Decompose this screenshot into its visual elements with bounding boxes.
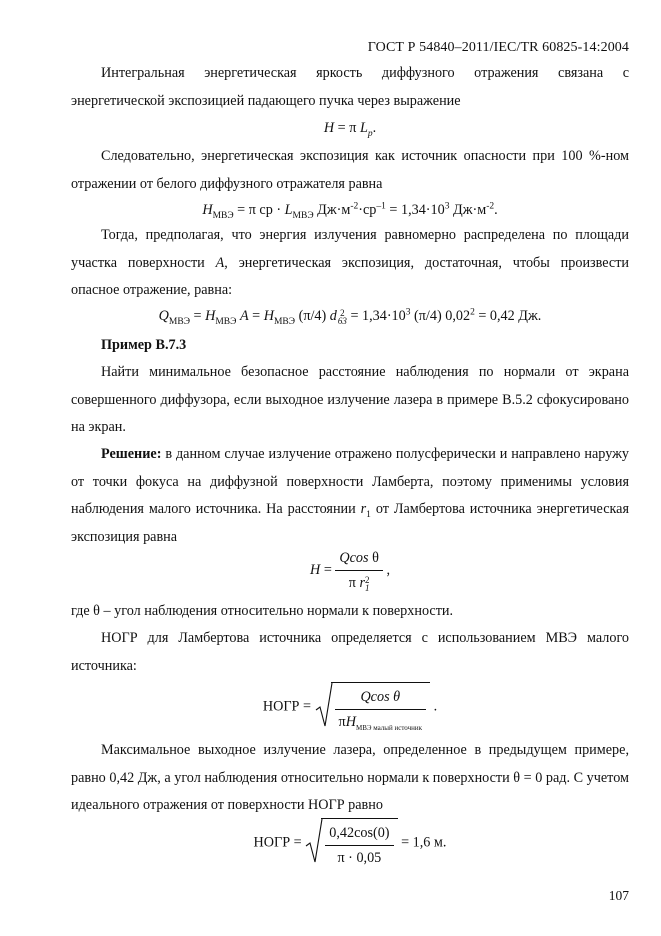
eq4-num-Q: Q — [339, 550, 350, 566]
eq6-den: π · 0,05 — [337, 850, 382, 866]
eq3-Q: Q — [158, 308, 169, 324]
eq3-b: = — [248, 308, 264, 324]
paragraph-3 — [71, 222, 629, 305]
equation-4 — [71, 548, 629, 593]
sqrt-sign-icon — [305, 818, 323, 864]
equation-5 — [71, 682, 629, 732]
eq3-a: = — [189, 308, 206, 324]
p5-post: от Ламбертова источника энергетическая экспозиция равна — [71, 501, 629, 545]
p5-bold: Решение: — [101, 446, 162, 462]
paragraph-1: Интегральная энергетическая яркость диффузного отражения связана с энергетической экспозицией падающего пучка через выражение — [71, 65, 629, 109]
eq3-d: d — [329, 308, 337, 324]
p3-post: , энергетическая экспозиция, достаточная, чтобы произвести опасное отражение, равна: — [71, 254, 629, 298]
eq4-end: , — [382, 561, 390, 578]
eq2-unit1b: ·ср — [358, 202, 377, 218]
paragraph-7: НОГР для Ламбертова источника определяется с использованием МВЭ малого источника: — [71, 630, 629, 674]
eq4-fraction — [335, 548, 383, 593]
equation-3 — [71, 304, 629, 328]
paragraph-8: Максимальное выходное излучение лазера, определенное в предыдущем примере, равно 0,42 Дж, а угол наблюдения относительно нормали к поверхности θ = 0 рад. С учетом идеального отражения от поверхности НОГР равно — [71, 742, 629, 813]
paragraph-6: где θ – угол наблюдения относительно нормали к поверхности. — [71, 603, 454, 619]
eq3-d-sub: 63 — [337, 315, 347, 326]
paragraph-5 — [71, 441, 629, 551]
eq3-e-sup: 3 — [405, 307, 411, 318]
eq3-d-sup: 2 — [340, 307, 345, 318]
equation-2 — [71, 198, 629, 222]
eq5-den-pi: π — [338, 714, 346, 730]
eq6-num: 0,42cos(0) — [325, 823, 393, 846]
eq2-unit2: Дж·м — [449, 202, 487, 218]
eq4-lhs: H — [310, 561, 321, 578]
eq4-num-theta: θ — [368, 550, 379, 566]
eq3-H1: H — [205, 308, 216, 324]
standard-header: ГОСТ Р 54840–2011/IEC/TR 60825-14:2004 — [367, 40, 629, 55]
eq3-c: (π/4) — [295, 308, 330, 324]
eq6-result: = 1,6 м. — [397, 834, 447, 851]
sqrt-sign-icon — [315, 682, 333, 728]
eq3-H1-sub: МВЭ — [215, 316, 237, 327]
paragraph-4: Найти минимальное безопасное расстояние наблюдения по нормали от экрана совершенного диффузора, если выходное излучение лазера в примере В.5.2 сфокусировано на экран. — [71, 364, 629, 435]
eq5-den-H: H — [345, 714, 356, 730]
eq2-end: . — [494, 202, 498, 218]
eq5-end: . — [430, 698, 438, 715]
eq2-L-sub: МВЭ — [292, 210, 314, 221]
eq2-unit1b-sup: –1 — [376, 201, 386, 212]
equation-1 — [71, 116, 629, 140]
eq1-L: L — [359, 120, 368, 136]
eq3-A: A — [236, 308, 249, 324]
example-title: Пример В.7.3 — [101, 337, 187, 353]
eq2-unit1: Дж·м — [313, 202, 351, 218]
eq4-den-pi: π — [348, 575, 360, 591]
eq2-mid: = π ср · — [233, 202, 285, 218]
page-number: 107 — [608, 888, 629, 903]
eq3-g: = 0,42 Дж. — [474, 308, 542, 324]
eq3-H2-sub: МВЭ — [273, 316, 296, 327]
eq1-end: . — [372, 120, 377, 136]
eq3-f-sup: 2 — [470, 307, 475, 318]
eq5-radical — [315, 682, 430, 732]
eq3-H2: H — [263, 308, 274, 324]
eq1-lhs: H — [323, 120, 335, 136]
eq2-val-sup: 3 — [444, 201, 450, 212]
eq4-eq: = — [320, 561, 336, 578]
p5-r-sub: 1 — [366, 509, 371, 520]
eq5-fraction — [335, 687, 426, 732]
eq6-lhs: НОГР = — [253, 834, 306, 851]
eq6-fraction — [325, 823, 393, 868]
eq3-e: = 1,34·10 — [346, 308, 406, 324]
eq3-Q-sub: МВЭ — [168, 316, 190, 327]
equation-6 — [71, 818, 629, 868]
eq2-L: L — [284, 202, 293, 218]
eq5-num: Qcos θ — [360, 689, 401, 705]
eq2-val: = 1,34·10 — [385, 202, 445, 218]
eq1-L-sub: p — [367, 128, 373, 139]
eq4-den-r-sub: 1 — [365, 582, 370, 593]
p3-A: A — [215, 254, 225, 271]
eq5-lhs: НОГР = — [262, 698, 315, 715]
eq4-den-r: r — [359, 575, 365, 591]
eq1-eq: = π — [334, 120, 360, 136]
paragraph-2: Следовательно, энергетическая экспозиция как источник опасности при 100 %-ном отражении от белого диффузного отражателя равна — [71, 148, 629, 192]
eq4-num-cos: cos — [349, 550, 369, 566]
eq3-f: (π/4) 0,02 — [410, 308, 471, 324]
eq2-unit1-sup: -2 — [350, 201, 359, 212]
eq5-den-sub: МВЭ малый источник — [355, 723, 423, 732]
eq4-den-r-sup: 2 — [365, 574, 370, 585]
p5-r: r — [360, 501, 367, 517]
p5-pre: в данном случае излучение отражено полусферически и направлено наружу от точки фокуса на диффузной поверхности Ламберта, поэтому применимы условия наблюдения малого источника. На расстоянии — [71, 446, 629, 517]
eq2-unit2-sup: -2 — [486, 201, 495, 212]
p3-pre: Тогда, предполагая, что энергия излучения равномерно распределена по площади участка поверхности — [71, 227, 629, 271]
eq6-radical — [305, 818, 397, 868]
eq2-lhs: H — [202, 202, 213, 218]
eq2-lhs-sub: МВЭ — [212, 210, 234, 221]
